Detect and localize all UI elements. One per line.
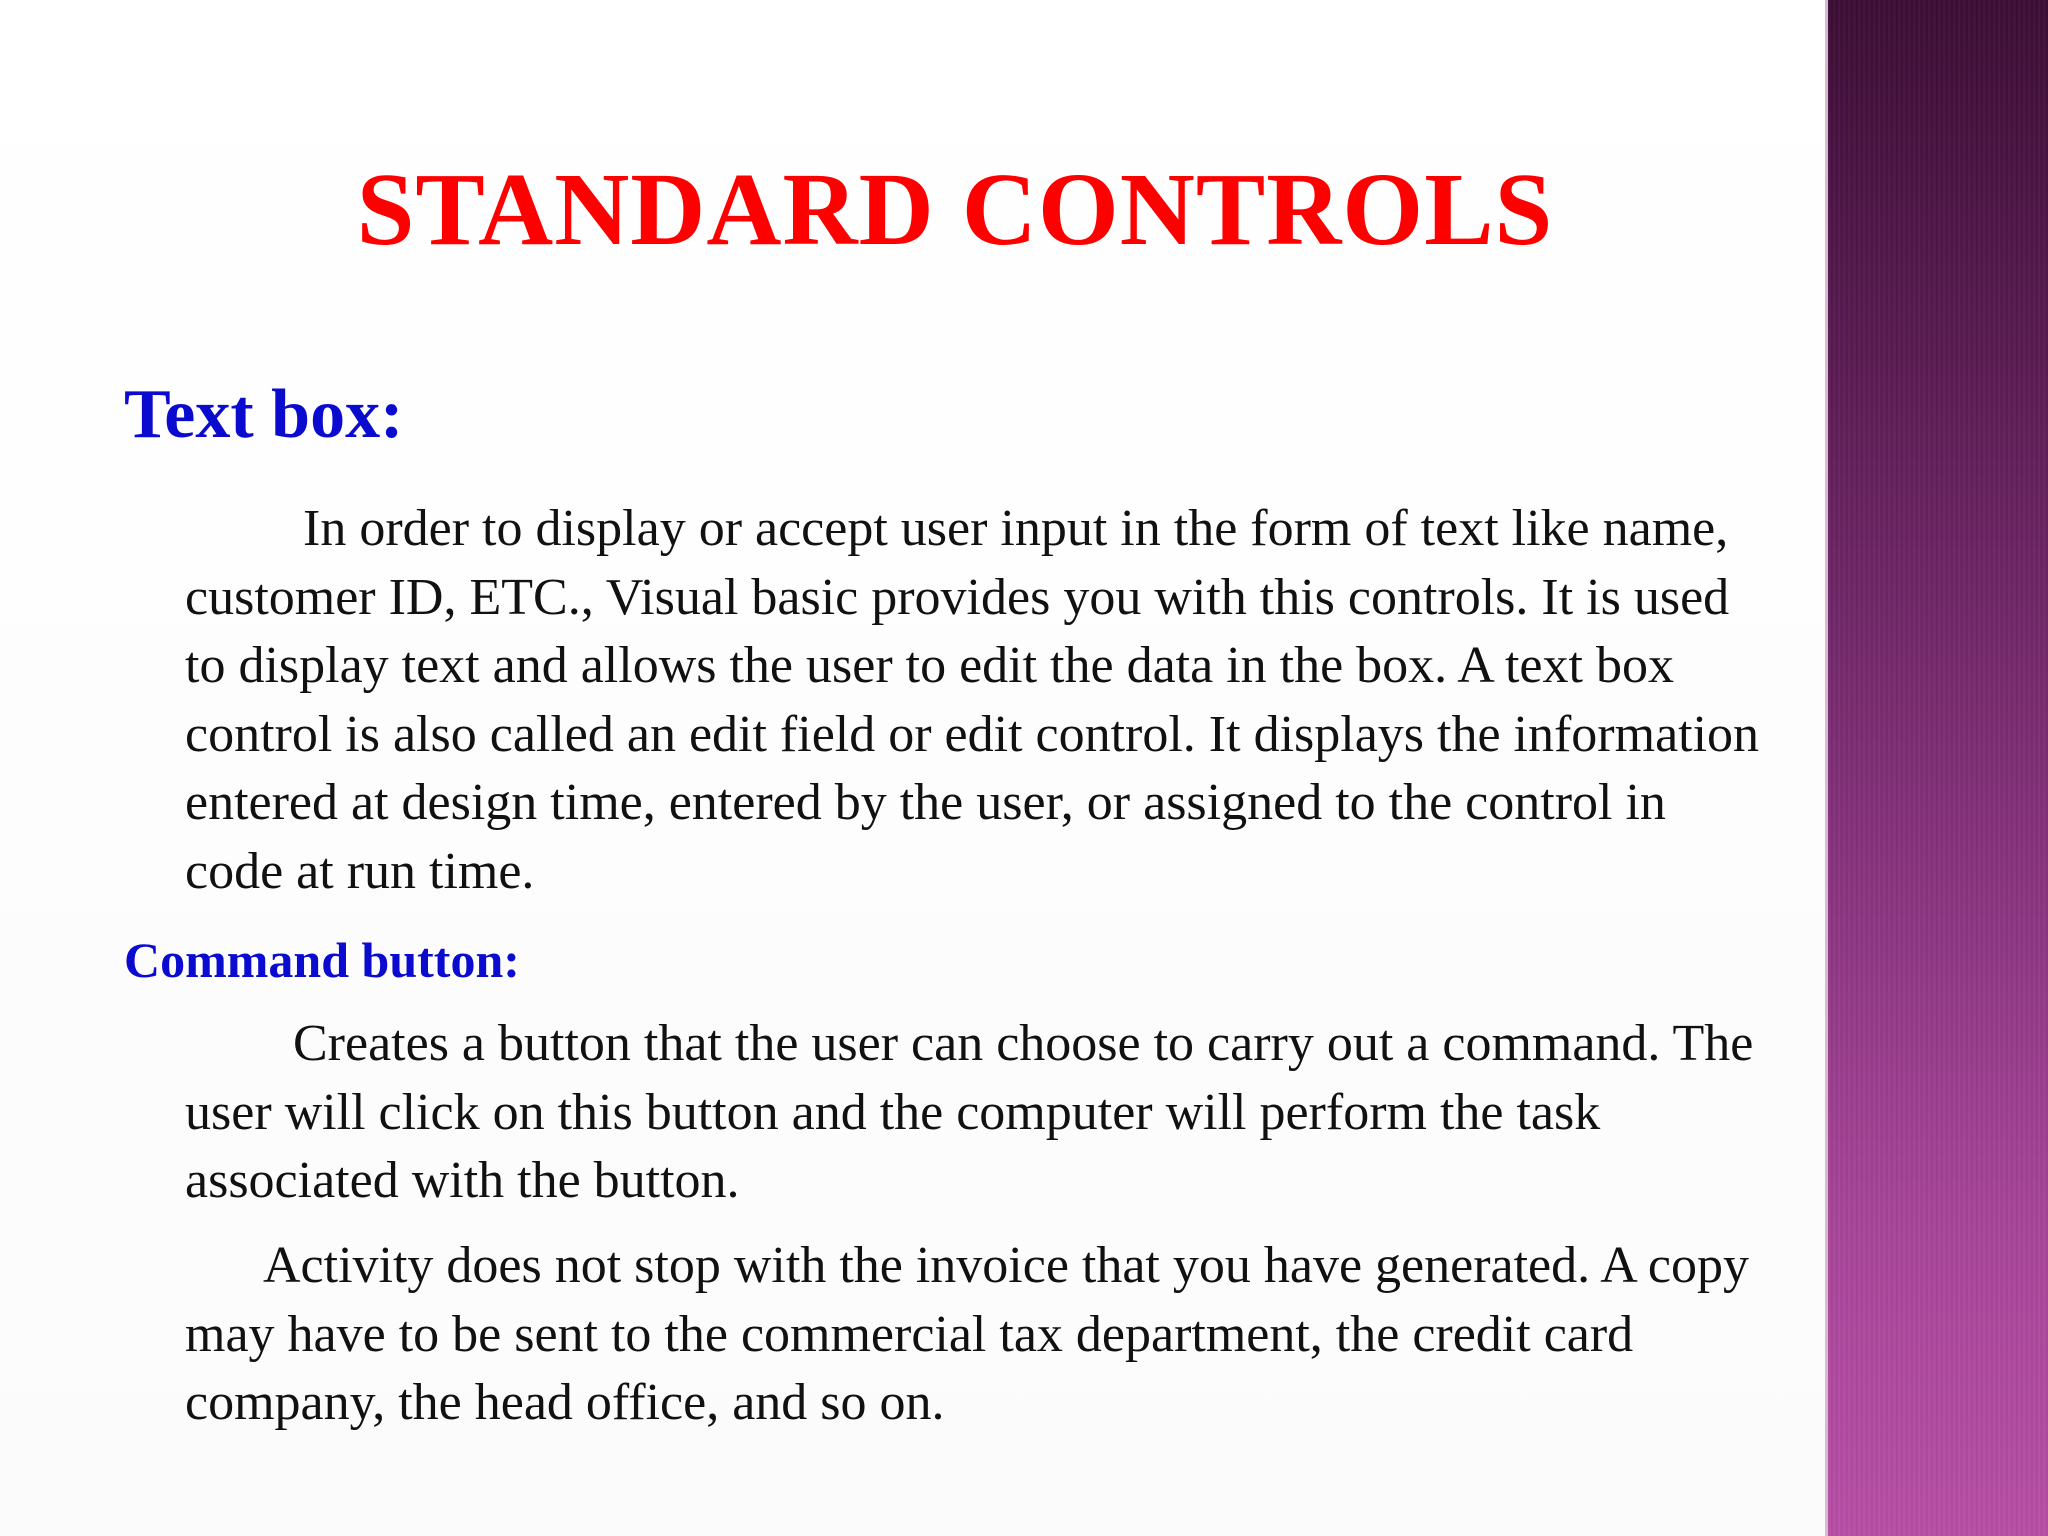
text-box-description: In order to display or accept user input in the form of text like name, customer ID, ETC., Visual basic provides you with this controls. It is used to display text and allows the user to edit the data in the box. A text box control is also called an edit field or edit control. It displays the information entered at design time, entered by the user, or assigned to the control in code at run time. [185,500,1760,900]
section-heading-command-button: Command button: [124,932,520,988]
section-heading-text-box: Text box: [124,376,404,453]
decorative-side-band [1825,0,2048,1536]
slide-title: STANDARD CONTROLS [356,152,1554,267]
activity-paragraph: Activity does not stop with the invoice that you have generated. A copy may have to be sent to the commercial tax department, the credit card company, the head office, and so on. [185,1237,1750,1431]
command-button-description: Creates a button that the user can choose to carry out a command. The user will click on this button and the computer will perform the task associated with the button. [185,1015,1754,1209]
